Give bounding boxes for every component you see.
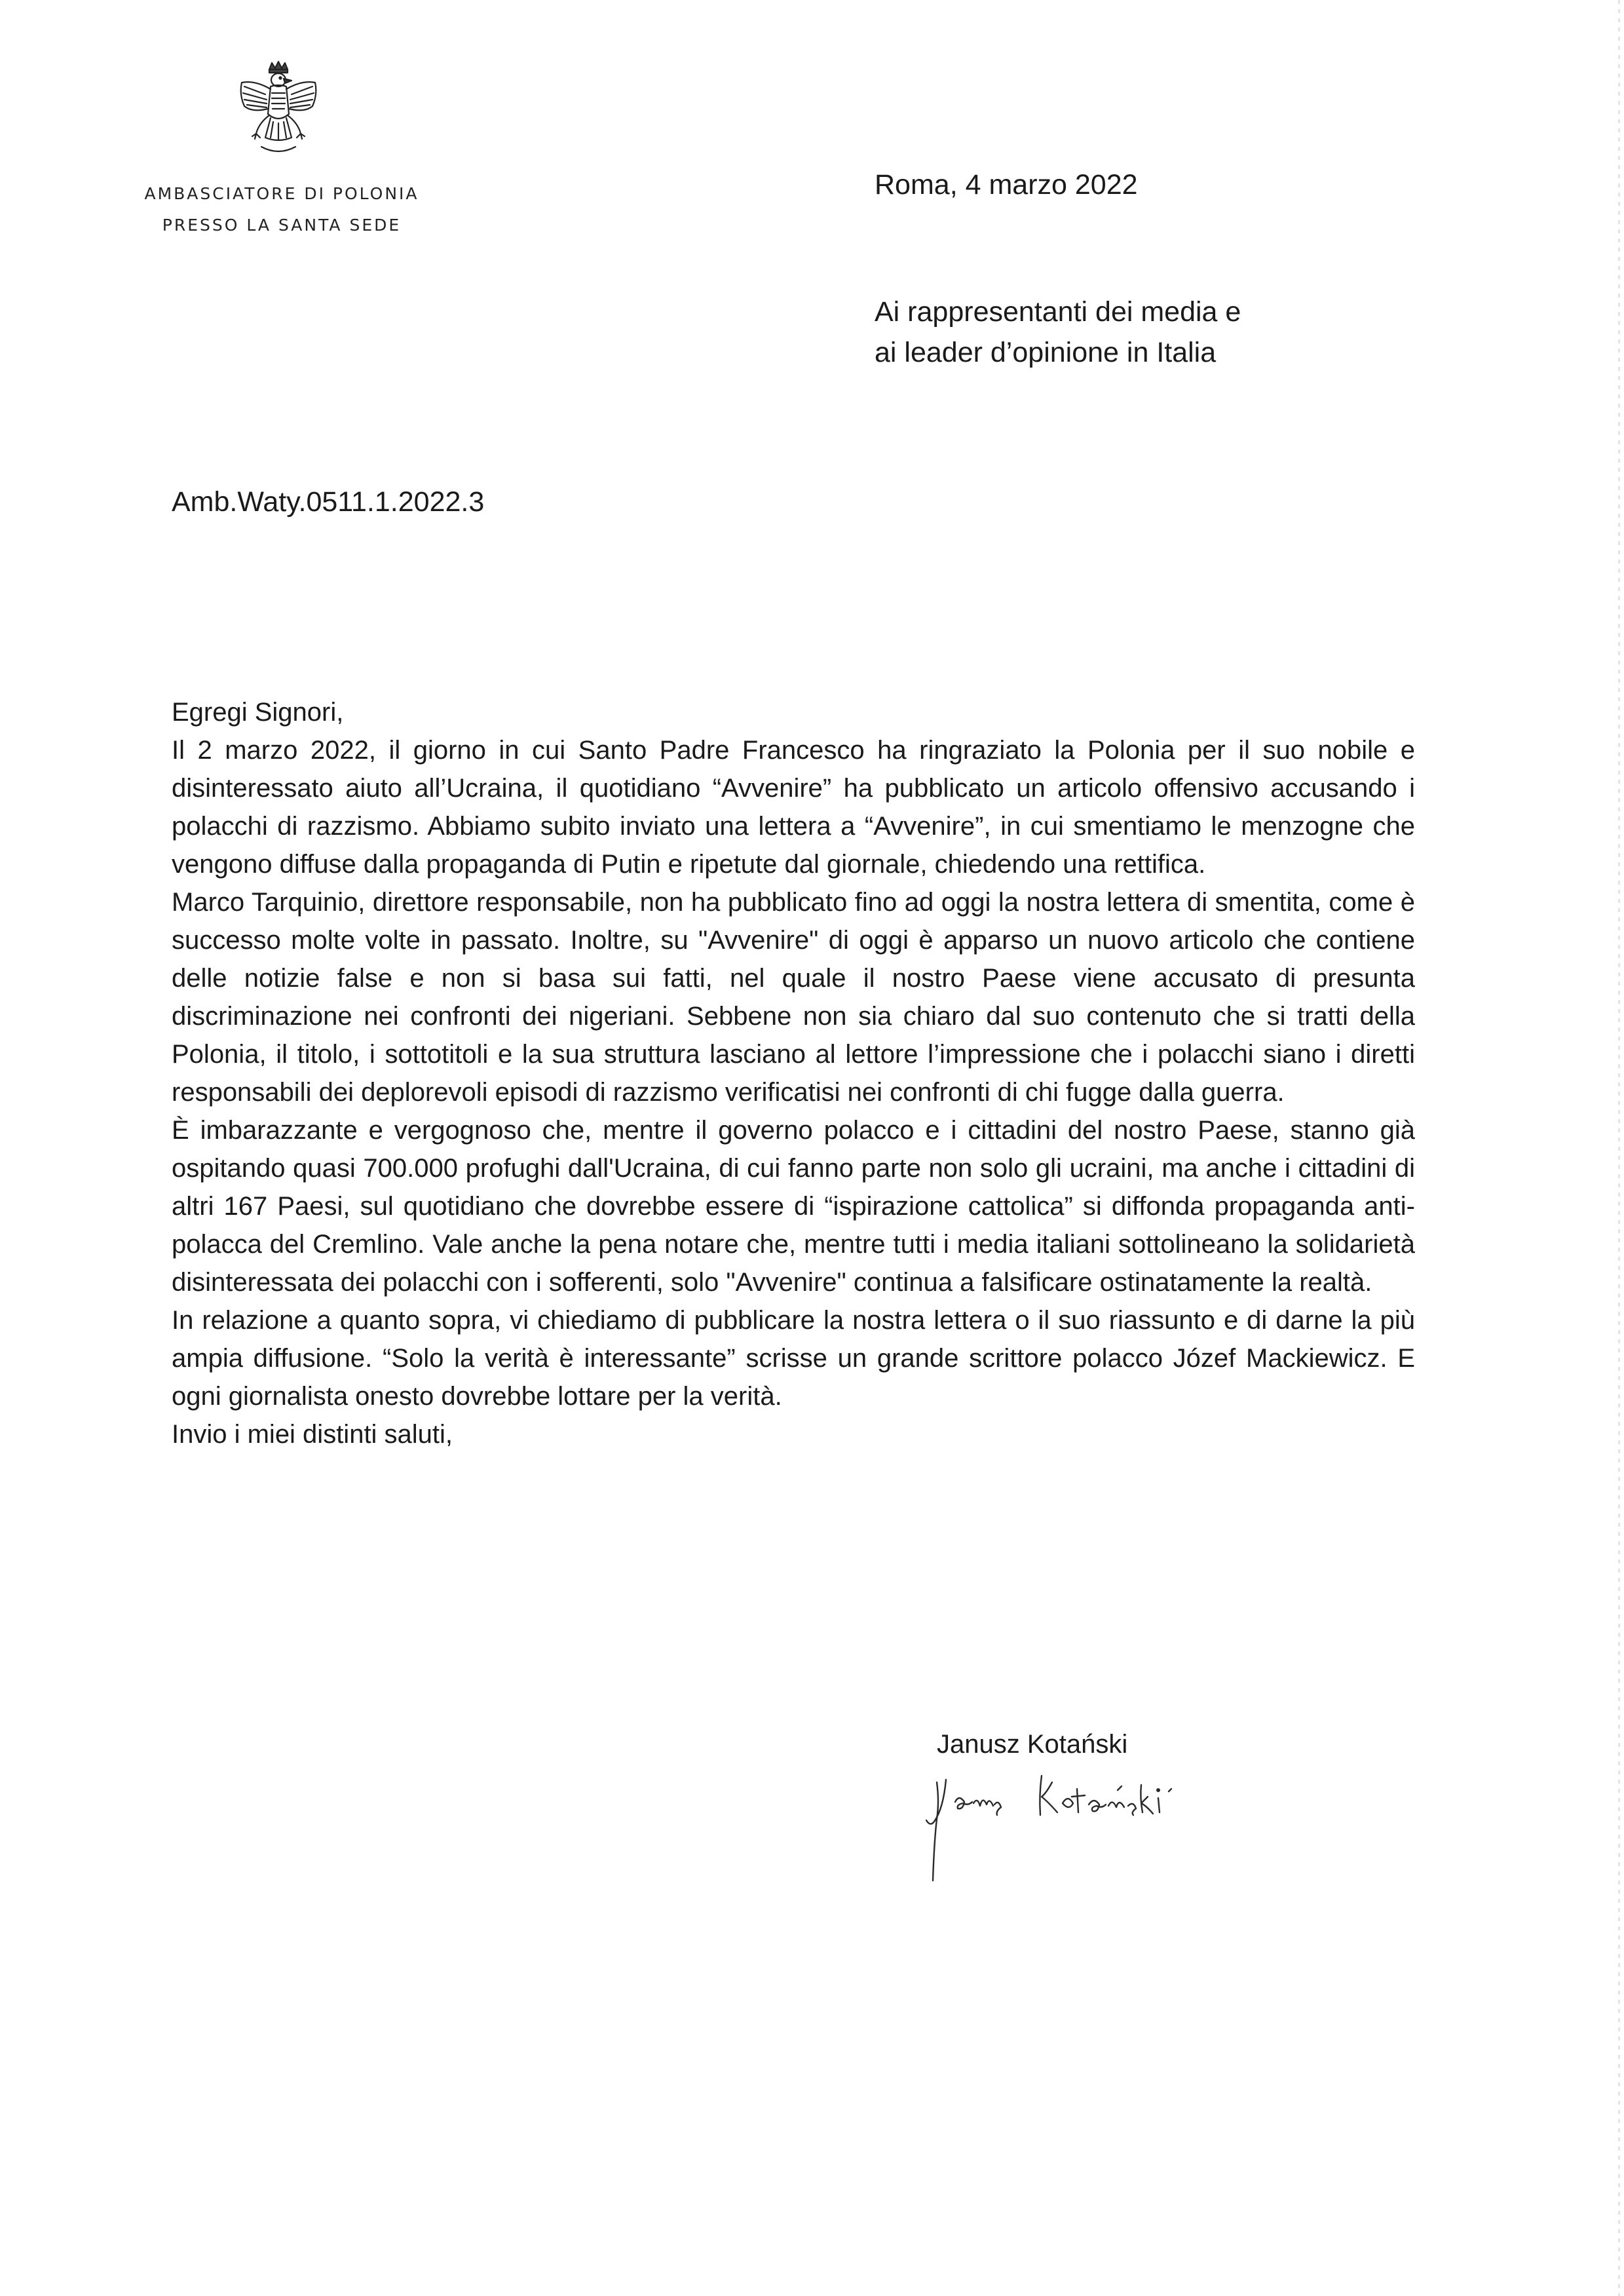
body-paragraph-3: È imbarazzante e vergognoso che, mentre il governo polacco e i cittadini del nostro Paese, stanno già ospitando quasi 700.000 profughi dall'Ucraina, di cui fanno parte non solo gli ucraini, ma anche i cittadini di altri 167 Paesi, sul quotidiano che dovrebbe essere di “ispirazione cattolica” si diffonda propaganda anti-polacca del Cremlino. Vale anche la pena notare che, mentre tutti i media italiani sottolineano la solidarietà disinteressata dei polacchi con i sofferenti, solo "Avvenire" continua a falsificare ostinatamente la realtà.	[172, 1116, 1415, 1297]
letter-date: Roma, 4 marzo 2022	[875, 169, 1138, 201]
salutation: Egregi Signori,	[172, 698, 344, 727]
signature-block	[937, 1730, 1330, 1900]
polish-eagle-emblem-icon	[233, 60, 324, 160]
closing-line: Invio i miei distinti saluti,	[172, 1420, 453, 1449]
body-paragraph-1: Il 2 marzo 2022, il giorno in cui Santo Padre Francesco ha ringraziato la Polonia per il suo nobile e disinteressato aiuto all’Ucraina, il quotidiano “Avvenire” ha pubblicato un articolo offensivo accusando i polacchi di razzismo. Abbiamo subito inviato una lettera a “Avvenire”, in cui smentiamo le menzogne che vengono diffuse dalla propaganda di Putin e ripetute dal giornale, chiedendo una rettifica.	[172, 736, 1415, 879]
recipients-line-1: Ai rappresentanti dei media e	[875, 296, 1241, 328]
reference-number: Amb.Waty.0511.1.2022.3	[172, 486, 485, 518]
recipients-line-2: ai leader d’opinione in Italia	[875, 337, 1217, 368]
ambassador-office-title	[118, 178, 445, 241]
signer-name: Janusz Kotański	[937, 1730, 1128, 1759]
office-line-1: AMBASCIATORE DI POLONIA	[144, 184, 419, 203]
office-line-2: PRESSO LA SANTA SEDE	[162, 216, 402, 235]
body-paragraph-4: In relazione a quanto sopra, vi chiediamo di pubblicare la nostra lettera o il suo riassunto e di darne la più ampia diffusione. “Solo la verità è interessante” scrisse un grande scrittore polacco Józef Mackiewicz. E ogni giornalista onesto dovrebbe lottare per la verità.	[172, 1306, 1415, 1411]
body-paragraph-2: Marco Tarquinio, direttore responsabile, non ha pubblicato fino ad oggi la nostra lettera di smentita, come è successo molte volte in passato. Inoltre, su "Avvenire" di oggi è apparso un nuovo articolo che contiene delle notizie false e non si basa sui fatti, nel quale il nostro Paese viene accusato di presunta discriminazione nei confronti dei nigeriani. Sebbene non sia chiaro dal suo contenuto che si tratti della Polonia, il titolo, i sottotitoli e la sua struttura lasciano al lettore l’impressione che i polacchi siano i diretti responsabili dei deplorevoli episodi di razzismo verificatisi nei confronti di chi fugge dalla guerra.	[172, 888, 1415, 1107]
scan-edge	[1618, 0, 1620, 2296]
handwritten-signature	[917, 1756, 1258, 1894]
letter-body	[172, 693, 1415, 1453]
recipients-block	[875, 292, 1241, 373]
